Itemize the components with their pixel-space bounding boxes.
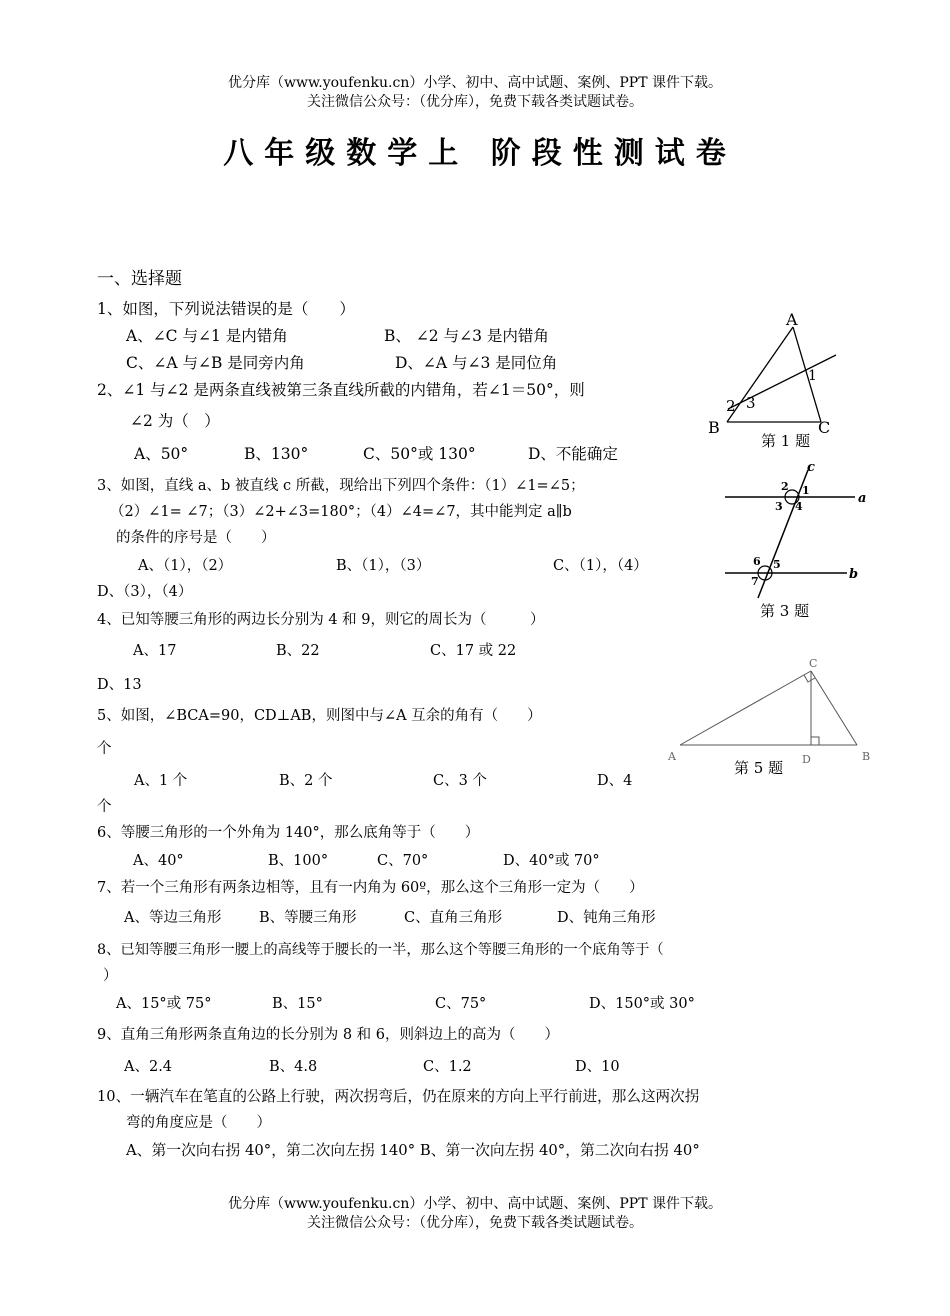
- fig5-caption: 第 5 题: [734, 759, 784, 777]
- fig3-label-3: 3: [775, 500, 783, 513]
- fig5-label-b: B: [862, 750, 871, 763]
- q3-option-b: B、（1），（3）: [336, 558, 431, 574]
- q6-option-a: A、40°: [133, 853, 184, 869]
- q8-option-b: B、15°: [272, 996, 323, 1012]
- header-line-1: 优分库（www.youfenku.cn）小学、初中、高中试题、案例、PPT 课件下载。: [227, 75, 722, 91]
- q9-stem: 9、直角三角形两条直角边的长分别为 8 和 6，则斜边上的高为（ ）: [97, 1027, 560, 1043]
- fig3-label-4: 4: [795, 500, 803, 513]
- fig1-label-1: 1: [808, 368, 817, 384]
- q9-option-d: D、10: [575, 1059, 620, 1075]
- q3-option-d: D、（3），（4）: [97, 584, 193, 600]
- q6-option-b: B、100°: [268, 853, 329, 869]
- fig5-right-angle-d: [811, 737, 819, 745]
- q10-stem: 10、一辆汽车在笔直的公路上行驶，两次拐弯后，仍在原来的方向上平行前进，那么这两次拐: [97, 1088, 700, 1105]
- q2-option-b: B、130°: [244, 445, 309, 463]
- fig5-label-a: A: [668, 750, 676, 763]
- q8-option-c: C、75°: [435, 996, 487, 1012]
- q2-option-c: C、50°或 130°: [363, 445, 476, 463]
- q7-option-c: C、直角三角形: [404, 910, 503, 926]
- q7-option-d: D、钝角三角形: [557, 910, 656, 926]
- fig5-side-cb: [811, 671, 857, 745]
- q6-option-d: D、40°或 70°: [503, 853, 600, 869]
- header-line-2: 关注微信公众号：（优分库），免费下载各类试题试卷。: [307, 94, 643, 110]
- fig5-side-ac: [680, 671, 811, 745]
- q1-option-a: A、∠C 与∠1 是内错角: [126, 327, 288, 345]
- q8-stem: 8、已知等腰三角形一腰上的高线等于腰长的一半，那么这个等腰三角形的一个底角等于（: [97, 942, 664, 958]
- q10-stem-2: 弯的角度应是（ ）: [126, 1115, 271, 1131]
- q4-stem: 4、已知等腰三角形的两边长分别为 4 和 9，则它的周长为（ ）: [97, 612, 545, 628]
- fig3-label-7: 7: [751, 575, 759, 588]
- q3-stem-3: 的条件的序号是（ ）: [116, 530, 276, 546]
- q10-options-ab: A、第一次向右拐 40°，第二次向左拐 140° B、第一次向左拐 40°，第二次向右拐 40°: [126, 1142, 700, 1159]
- q5-option-c: C、3 个: [433, 773, 487, 789]
- fig1-caption: 第 1 题: [761, 432, 811, 450]
- fig1-label-2: 2: [726, 397, 736, 415]
- figure-3: [715, 460, 885, 625]
- fig1-label-a: A: [786, 310, 798, 329]
- q5-option-d-cont: 个: [97, 799, 112, 815]
- fig3-caption: 第 3 题: [760, 602, 810, 620]
- q6-stem: 6、等腰三角形的一个外角为 140°，那么底角等于（ ）: [97, 825, 480, 841]
- q4-option-c: C、17 或 22: [430, 643, 517, 659]
- q3-stem-2: （2）∠1= ∠7；（3）∠2+∠3=180°；（4）∠4=∠7，其中能判定 a∥b: [110, 504, 572, 520]
- figure-1: [690, 305, 850, 455]
- q9-option-c: C、1.2: [423, 1059, 472, 1075]
- fig5-label-c: C: [809, 657, 818, 670]
- q2-stem-2: ∠2 为（ ）: [130, 412, 220, 430]
- fig1-transversal: [728, 355, 836, 409]
- fig5-right-angle-c: [804, 675, 815, 682]
- q5-option-b: B、2 个: [279, 773, 333, 789]
- q4-option-b: B、22: [276, 643, 320, 659]
- q3-option-c: C、（1），（4）: [553, 558, 648, 574]
- q7-stem: 7、若一个三角形有两条边相等，且有一内角为 60º，那么这个三角形一定为（ ）: [97, 880, 644, 896]
- fig3-label-5: 5: [773, 558, 781, 571]
- q1-option-c: C、∠A 与∠B 是同旁内角: [126, 354, 305, 372]
- fig3-label-2: 2: [781, 480, 789, 493]
- fig3-label-b: b: [849, 567, 859, 582]
- fig1-side-ab: [727, 327, 793, 422]
- fig1-label-3: 3: [746, 394, 756, 412]
- q1-stem: 1、如图，下列说法错误的是（ ）: [97, 300, 355, 318]
- fig1-label-c: C: [818, 418, 831, 437]
- figure-5: [660, 650, 885, 785]
- fig3-label-6: 6: [753, 555, 761, 568]
- q7-option-a: A、等边三角形: [124, 910, 222, 926]
- fig3-label-a: a: [858, 491, 867, 506]
- q4-option-a: A、17: [133, 643, 177, 659]
- page-title: 八年级数学上 阶段性测试卷: [223, 136, 737, 171]
- fig5-label-d: D: [802, 753, 811, 766]
- q2-option-d: D、不能确定: [528, 445, 618, 463]
- q4-option-d: D、13: [97, 677, 142, 693]
- q5-option-a: A、1 个: [134, 773, 188, 789]
- q1-option-d: D、∠A 与∠3 是同位角: [395, 354, 558, 372]
- q5-option-d: D、4: [597, 773, 633, 789]
- q5-stem-2: 个: [97, 741, 112, 757]
- q8-option-d: D、150°或 30°: [589, 996, 695, 1012]
- q2-option-a: A、50°: [134, 445, 189, 463]
- fig3-label-1: 1: [802, 484, 810, 497]
- section-heading: 一、选择题: [97, 269, 182, 289]
- q1-option-b: B、 ∠2 与∠3 是内错角: [384, 327, 549, 345]
- q7-option-b: B、等腰三角形: [259, 910, 357, 926]
- q9-option-a: A、2.4: [124, 1059, 173, 1075]
- q3-stem: 3、如图，直线 a、b 被直线 c 所截，现给出下列四个条件：（1）∠1=∠5；: [97, 478, 585, 494]
- q5-stem: 5、如图，∠BCA=90，CD⊥AB，则图中与∠A 互余的角有（ ）: [97, 708, 542, 724]
- footer-line-1: 优分库（www.youfenku.cn）小学、初中、高中试题、案例、PPT 课件下载。: [227, 1196, 722, 1212]
- q2-stem: 2、∠1 与∠2 是两条直线被第三条直线所截的内错角，若∠1＝50°，则: [97, 381, 585, 399]
- fig3-label-c: c: [807, 460, 815, 475]
- q6-option-c: C、70°: [377, 853, 429, 869]
- footer-line-2: 关注微信公众号：（优分库），免费下载各类试题试卷。: [307, 1215, 643, 1231]
- q3-option-a: A、（1），（2）: [138, 558, 233, 574]
- q8-stem-2: ）: [103, 968, 118, 984]
- q9-option-b: B、4.8: [269, 1059, 318, 1075]
- q8-option-a: A、15°或 75°: [116, 996, 212, 1012]
- fig1-label-b: B: [708, 418, 720, 437]
